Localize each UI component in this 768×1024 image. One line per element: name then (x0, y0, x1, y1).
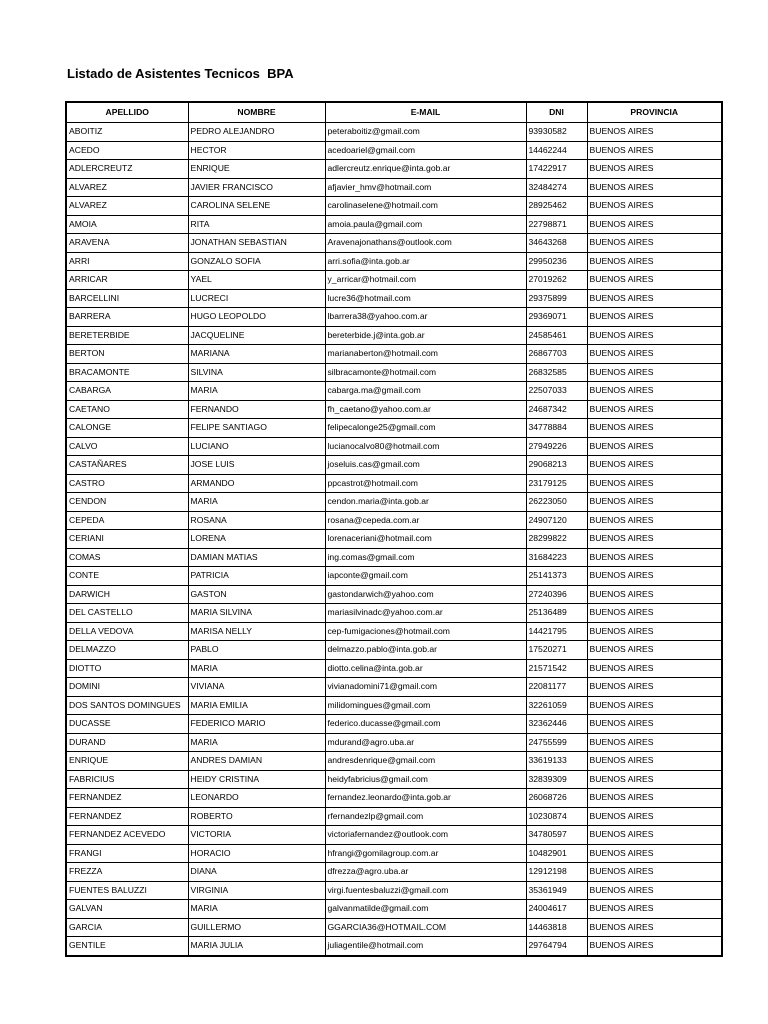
provincia-cell: BUENOS AIRES (587, 345, 722, 364)
table-row (66, 400, 722, 419)
nombre-cell: PATRICIA (188, 567, 325, 586)
provincia-cell: BUENOS AIRES (587, 215, 722, 234)
table-row (66, 900, 722, 919)
dni-cell: 31684223 (526, 548, 587, 567)
email-cell: arri.sofia@inta.gob.ar (325, 252, 526, 271)
nombre-cell: LEONARDO (188, 789, 325, 808)
table-row (66, 308, 722, 327)
table-row (66, 197, 722, 216)
page-title: Listado de Asistentes Tecnicos BPA (67, 66, 294, 81)
apellido-cell: CABARGA (66, 382, 188, 401)
provincia-cell: BUENOS AIRES (587, 622, 722, 641)
email-cell: delmazzo.pablo@inta.gob.ar (325, 641, 526, 660)
table-row (66, 752, 722, 771)
email-cell: lucre36@hotmail.com (325, 289, 526, 308)
dni-cell: 14463818 (526, 918, 587, 937)
nombre-cell: MARIA (188, 900, 325, 919)
apellido-cell: AMOIA (66, 215, 188, 234)
provincia-cell: BUENOS AIRES (587, 696, 722, 715)
table-row (66, 123, 722, 142)
nombre-cell: LUCRECI (188, 289, 325, 308)
dni-cell: 25136489 (526, 604, 587, 623)
dni-cell: 28299822 (526, 530, 587, 549)
apellido-cell: ALVAREZ (66, 178, 188, 197)
nombre-cell: ROSANA (188, 511, 325, 530)
dni-cell: 23179125 (526, 474, 587, 493)
nombre-cell: JOSE LUIS (188, 456, 325, 475)
dni-cell: 27240396 (526, 585, 587, 604)
apellido-cell: CENDON (66, 493, 188, 512)
apellido-cell: COMAS (66, 548, 188, 567)
apellido-cell: ARAVENA (66, 234, 188, 253)
nombre-cell: ROBERTO (188, 807, 325, 826)
nombre-cell: VICTORIA (188, 826, 325, 845)
dni-cell: 22081177 (526, 678, 587, 697)
dni-cell: 29068213 (526, 456, 587, 475)
email-cell: acedoariel@gmail.com (325, 141, 526, 160)
provincia-cell: BUENOS AIRES (587, 715, 722, 734)
provincia-cell: BUENOS AIRES (587, 326, 722, 345)
dni-cell: 22798871 (526, 215, 587, 234)
table-row (66, 659, 722, 678)
apellido-cell: CALVO (66, 437, 188, 456)
table-row (66, 548, 722, 567)
email-cell: joseluis.cas@gmail.com (325, 456, 526, 475)
apellido-cell: ARRICAR (66, 271, 188, 290)
apellido-cell: DELMAZZO (66, 641, 188, 660)
table-row (66, 641, 722, 660)
email-cell: hfrangi@gomilagroup.com.ar (325, 844, 526, 863)
nombre-cell: MARIANA (188, 345, 325, 364)
nombre-cell: MARIA EMILIA (188, 696, 325, 715)
provincia-cell: BUENOS AIRES (587, 493, 722, 512)
apellido-cell: FERNANDEZ (66, 807, 188, 826)
table-row (66, 511, 722, 530)
email-cell: felipecalonge25@gmail.com (325, 419, 526, 438)
dni-cell: 24585461 (526, 326, 587, 345)
email-cell: galvanmatilde@gmail.com (325, 900, 526, 919)
table-row (66, 826, 722, 845)
provincia-cell: BUENOS AIRES (587, 197, 722, 216)
email-cell: federico.ducasse@gmail.com (325, 715, 526, 734)
email-cell: andresdenrique@gmail.com (325, 752, 526, 771)
apellido-cell: FUENTES BALUZZI (66, 881, 188, 900)
email-cell: amoia.paula@gmail.com (325, 215, 526, 234)
apellido-cell: DIOTTO (66, 659, 188, 678)
dni-cell: 26832585 (526, 363, 587, 382)
table-row (66, 363, 722, 382)
dni-cell: 22507033 (526, 382, 587, 401)
dni-cell: 10230874 (526, 807, 587, 826)
provincia-cell: BUENOS AIRES (587, 807, 722, 826)
table-row (66, 252, 722, 271)
nombre-cell: HORACIO (188, 844, 325, 863)
email-cell: GGARCIA36@HOTMAIL.COM (325, 918, 526, 937)
email-cell: marianaberton@hotmail.com (325, 345, 526, 364)
dni-cell: 29375899 (526, 289, 587, 308)
nombre-cell: YAEL (188, 271, 325, 290)
dni-cell: 32839309 (526, 770, 587, 789)
apellido-cell: DUCASSE (66, 715, 188, 734)
provincia-cell: BUENOS AIRES (587, 863, 722, 882)
email-cell: lorenaceriani@hotmail.com (325, 530, 526, 549)
apellido-cell: CASTRO (66, 474, 188, 493)
nombre-cell: JONATHAN SEBASTIAN (188, 234, 325, 253)
apellido-cell: ALVAREZ (66, 197, 188, 216)
email-cell: mariasilvinadc@yahoo.com.ar (325, 604, 526, 623)
apellido-cell: ADLERCREUTZ (66, 160, 188, 179)
table-row (66, 437, 722, 456)
table-row (66, 622, 722, 641)
table-row (66, 419, 722, 438)
apellido-cell: ENRIQUE (66, 752, 188, 771)
nombre-cell: GASTON (188, 585, 325, 604)
table-row (66, 863, 722, 882)
apellido-cell: DEL CASTELLO (66, 604, 188, 623)
provincia-cell: BUENOS AIRES (587, 289, 722, 308)
provincia-cell: BUENOS AIRES (587, 400, 722, 419)
asistentes-table (65, 101, 723, 957)
provincia-cell: BUENOS AIRES (587, 826, 722, 845)
dni-cell: 29950236 (526, 252, 587, 271)
nombre-cell: MARIA (188, 733, 325, 752)
email-cell: gastondarwich@yahoo.com (325, 585, 526, 604)
provincia-cell: BUENOS AIRES (587, 474, 722, 493)
provincia-cell: BUENOS AIRES (587, 900, 722, 919)
email-cell: afjavier_hmv@hotmail.com (325, 178, 526, 197)
provincia-cell: BUENOS AIRES (587, 178, 722, 197)
table-row (66, 844, 722, 863)
dni-cell: 21571542 (526, 659, 587, 678)
provincia-cell: BUENOS AIRES (587, 234, 722, 253)
table-row (66, 141, 722, 160)
apellido-cell: BARCELLINI (66, 289, 188, 308)
provincia-cell: BUENOS AIRES (587, 752, 722, 771)
email-cell: Aravenajonathans@outlook.com (325, 234, 526, 253)
table-row (66, 733, 722, 752)
dni-cell: 35361949 (526, 881, 587, 900)
nombre-cell: HECTOR (188, 141, 325, 160)
nombre-cell: VIRGINIA (188, 881, 325, 900)
table-row (66, 807, 722, 826)
email-cell: fh_caetano@yahoo.com.ar (325, 400, 526, 419)
email-cell: fernandez.leonardo@inta.gob.ar (325, 789, 526, 808)
email-cell: vivianadomini71@gmail.com (325, 678, 526, 697)
apellido-cell: CERIANI (66, 530, 188, 549)
dni-cell: 26223050 (526, 493, 587, 512)
nombre-cell: JACQUELINE (188, 326, 325, 345)
table-row (66, 585, 722, 604)
dni-cell: 29764794 (526, 937, 587, 956)
header-provincia: PROVINCIA (587, 102, 722, 123)
dni-cell: 24687342 (526, 400, 587, 419)
nombre-cell: ANDRES DAMIAN (188, 752, 325, 771)
table-row (66, 918, 722, 937)
email-cell: cendon.maria@inta.gob.ar (325, 493, 526, 512)
provincia-cell: BUENOS AIRES (587, 548, 722, 567)
nombre-cell: FEDERICO MARIO (188, 715, 325, 734)
provincia-cell: BUENOS AIRES (587, 252, 722, 271)
email-cell: iapconte@gmail.com (325, 567, 526, 586)
table-row (66, 326, 722, 345)
apellido-cell: DOS SANTOS DOMINGUES (66, 696, 188, 715)
email-cell: heidyfabricius@gmail.com (325, 770, 526, 789)
table-row (66, 474, 722, 493)
dni-cell: 17520271 (526, 641, 587, 660)
dni-cell: 32362446 (526, 715, 587, 734)
email-cell: y_arricar@hotmail.com (325, 271, 526, 290)
apellido-cell: BERTON (66, 345, 188, 364)
email-cell: ppcastrot@hotmail.com (325, 474, 526, 493)
dni-cell: 32261059 (526, 696, 587, 715)
provincia-cell: BUENOS AIRES (587, 881, 722, 900)
apellido-cell: DELLA VEDOVA (66, 622, 188, 641)
dni-cell: 14462244 (526, 141, 587, 160)
provincia-cell: BUENOS AIRES (587, 141, 722, 160)
table-row (66, 271, 722, 290)
table-row (66, 789, 722, 808)
email-cell: diotto.celina@inta.gob.ar (325, 659, 526, 678)
dni-cell: 24004617 (526, 900, 587, 919)
nombre-cell: DAMIAN MATIAS (188, 548, 325, 567)
header-email: E-MAIL (325, 102, 526, 123)
nombre-cell: PEDRO ALEJANDRO (188, 123, 325, 142)
dni-cell: 12912198 (526, 863, 587, 882)
dni-cell: 32484274 (526, 178, 587, 197)
nombre-cell: DIANA (188, 863, 325, 882)
apellido-cell: FERNANDEZ ACEVEDO (66, 826, 188, 845)
apellido-cell: FRANGI (66, 844, 188, 863)
nombre-cell: ENRIQUE (188, 160, 325, 179)
table-row (66, 178, 722, 197)
table-row (66, 382, 722, 401)
provincia-cell: BUENOS AIRES (587, 770, 722, 789)
nombre-cell: SILVINA (188, 363, 325, 382)
nombre-cell: MARIA (188, 382, 325, 401)
email-cell: adlercreutz.enrique@inta.gob.ar (325, 160, 526, 179)
email-cell: silbracamonte@hotmail.com (325, 363, 526, 382)
table-row (66, 770, 722, 789)
table-row (66, 530, 722, 549)
nombre-cell: MARIA JULIA (188, 937, 325, 956)
apellido-cell: FERNANDEZ (66, 789, 188, 808)
apellido-cell: BRACAMONTE (66, 363, 188, 382)
provincia-cell: BUENOS AIRES (587, 585, 722, 604)
email-cell: virgi.fuentesbaluzzi@gmail.com (325, 881, 526, 900)
provincia-cell: BUENOS AIRES (587, 437, 722, 456)
table-row (66, 937, 722, 956)
apellido-cell: DOMINI (66, 678, 188, 697)
email-cell: juliagentile@hotmail.com (325, 937, 526, 956)
dni-cell: 14421795 (526, 622, 587, 641)
email-cell: rfernandezlp@gmail.com (325, 807, 526, 826)
provincia-cell: BUENOS AIRES (587, 160, 722, 179)
apellido-cell: GENTILE (66, 937, 188, 956)
apellido-cell: CONTE (66, 567, 188, 586)
apellido-cell: CALONGE (66, 419, 188, 438)
email-cell: cep-fumigaciones@hotmail.com (325, 622, 526, 641)
dni-cell: 34780597 (526, 826, 587, 845)
dni-cell: 24755599 (526, 733, 587, 752)
apellido-cell: FABRICIUS (66, 770, 188, 789)
nombre-cell: RITA (188, 215, 325, 234)
nombre-cell: LUCIANO (188, 437, 325, 456)
dni-cell: 26068726 (526, 789, 587, 808)
provincia-cell: BUENOS AIRES (587, 844, 722, 863)
dni-cell: 93930582 (526, 123, 587, 142)
provincia-cell: BUENOS AIRES (587, 641, 722, 660)
provincia-cell: BUENOS AIRES (587, 789, 722, 808)
apellido-cell: DURAND (66, 733, 188, 752)
provincia-cell: BUENOS AIRES (587, 567, 722, 586)
nombre-cell: HEIDY CRISTINA (188, 770, 325, 789)
email-cell: carolinaselene@hotmail.com (325, 197, 526, 216)
email-cell: rosana@cepeda.com.ar (325, 511, 526, 530)
apellido-cell: CASTAÑARES (66, 456, 188, 475)
dni-cell: 28925462 (526, 197, 587, 216)
provincia-cell: BUENOS AIRES (587, 937, 722, 956)
dni-cell: 25141373 (526, 567, 587, 586)
nombre-cell: FELIPE SANTIAGO (188, 419, 325, 438)
nombre-cell: MARIA SILVINA (188, 604, 325, 623)
table-row (66, 881, 722, 900)
email-cell: cabarga.ma@gmail.com (325, 382, 526, 401)
table-row (66, 160, 722, 179)
apellido-cell: ACEDO (66, 141, 188, 160)
email-cell: lucianocalvo80@hotmail.com (325, 437, 526, 456)
table-row (66, 345, 722, 364)
dni-cell: 27949226 (526, 437, 587, 456)
provincia-cell: BUENOS AIRES (587, 382, 722, 401)
table-row (66, 456, 722, 475)
apellido-cell: BERETERBIDE (66, 326, 188, 345)
table-row (66, 678, 722, 697)
nombre-cell: LORENA (188, 530, 325, 549)
table-row (66, 493, 722, 512)
email-cell: lbarrera38@yahoo.com.ar (325, 308, 526, 327)
nombre-cell: MARIA (188, 493, 325, 512)
email-cell: peteraboitiz@gmail.com (325, 123, 526, 142)
email-cell: dfrezza@agro.uba.ar (325, 863, 526, 882)
table-row (66, 215, 722, 234)
provincia-cell: BUENOS AIRES (587, 456, 722, 475)
table-row (66, 234, 722, 253)
provincia-cell: BUENOS AIRES (587, 419, 722, 438)
nombre-cell: HUGO LEOPOLDO (188, 308, 325, 327)
table-row (66, 567, 722, 586)
dni-cell: 33619133 (526, 752, 587, 771)
provincia-cell: BUENOS AIRES (587, 659, 722, 678)
nombre-cell: ARMANDO (188, 474, 325, 493)
provincia-cell: BUENOS AIRES (587, 123, 722, 142)
header-row (66, 102, 722, 123)
nombre-cell: MARIA (188, 659, 325, 678)
provincia-cell: BUENOS AIRES (587, 918, 722, 937)
dni-cell: 10482901 (526, 844, 587, 863)
table-header (66, 102, 722, 123)
apellido-cell: FREZZA (66, 863, 188, 882)
apellido-cell: BARRERA (66, 308, 188, 327)
header-apellido: APELLIDO (66, 102, 188, 123)
nombre-cell: GUILLERMO (188, 918, 325, 937)
nombre-cell: PABLO (188, 641, 325, 660)
email-cell: milidomingues@gmail.com (325, 696, 526, 715)
provincia-cell: BUENOS AIRES (587, 678, 722, 697)
apellido-cell: CAETANO (66, 400, 188, 419)
provincia-cell: BUENOS AIRES (587, 511, 722, 530)
nombre-cell: FERNANDO (188, 400, 325, 419)
provincia-cell: BUENOS AIRES (587, 308, 722, 327)
header-dni: DNI (526, 102, 587, 123)
provincia-cell: BUENOS AIRES (587, 530, 722, 549)
nombre-cell: CAROLINA SELENE (188, 197, 325, 216)
provincia-cell: BUENOS AIRES (587, 363, 722, 382)
apellido-cell: CEPEDA (66, 511, 188, 530)
nombre-cell: VIVIANA (188, 678, 325, 697)
nombre-cell: GONZALO SOFIA (188, 252, 325, 271)
table-row (66, 604, 722, 623)
apellido-cell: ARRI (66, 252, 188, 271)
provincia-cell: BUENOS AIRES (587, 271, 722, 290)
dni-cell: 26867703 (526, 345, 587, 364)
dni-cell: 17422917 (526, 160, 587, 179)
header-nombre: NOMBRE (188, 102, 325, 123)
nombre-cell: MARISA NELLY (188, 622, 325, 641)
email-cell: ing.comas@gmail.com (325, 548, 526, 567)
dni-cell: 29369071 (526, 308, 587, 327)
apellido-cell: GALVAN (66, 900, 188, 919)
dni-cell: 34643268 (526, 234, 587, 253)
apellido-cell: ABOITIZ (66, 123, 188, 142)
table-row (66, 289, 722, 308)
email-cell: mdurand@agro.uba.ar (325, 733, 526, 752)
apellido-cell: GARCIA (66, 918, 188, 937)
nombre-cell: JAVIER FRANCISCO (188, 178, 325, 197)
provincia-cell: BUENOS AIRES (587, 604, 722, 623)
dni-cell: 34778884 (526, 419, 587, 438)
dni-cell: 27019262 (526, 271, 587, 290)
table-body (66, 123, 722, 956)
table-row (66, 715, 722, 734)
email-cell: bereterbide.j@inta.gob.ar (325, 326, 526, 345)
apellido-cell: DARWICH (66, 585, 188, 604)
dni-cell: 24907120 (526, 511, 587, 530)
table-row (66, 696, 722, 715)
email-cell: victoriafernandez@outlook.com (325, 826, 526, 845)
provincia-cell: BUENOS AIRES (587, 733, 722, 752)
